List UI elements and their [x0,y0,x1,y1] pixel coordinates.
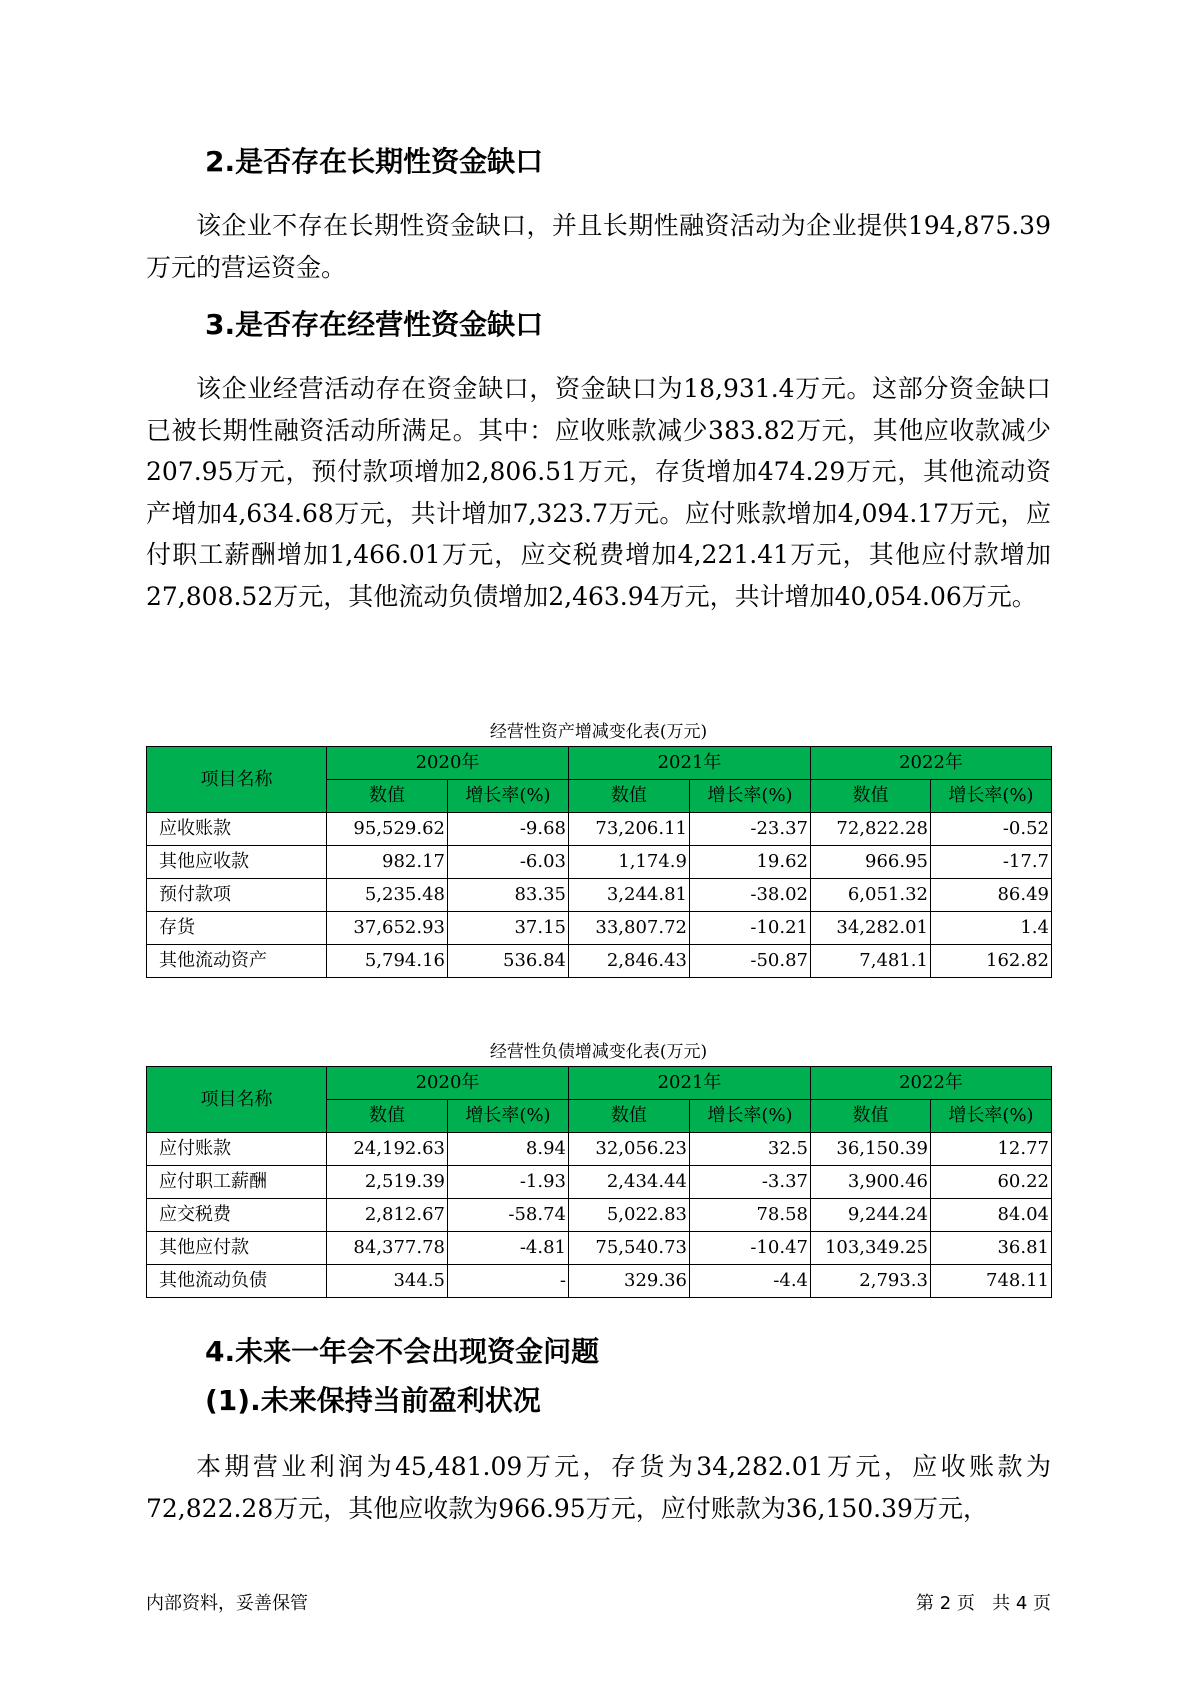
growth-rate-cell: -38.02 [690,879,811,912]
growth-rate-cell: 19.62 [690,846,811,879]
growth-rate-cell: 86.49 [931,879,1052,912]
column-header-value: 数值 [327,1100,448,1133]
value-cell: 95,529.62 [327,813,448,846]
column-header-year: 2020年 [327,1067,569,1100]
value-cell: 34,282.01 [811,912,931,945]
row-label: 预付款项 [147,879,327,912]
column-header-year: 2021年 [569,747,811,780]
table-caption-liabilities: 经营性负债增减变化表(万元) [489,1042,708,1062]
growth-rate-cell: -17.7 [931,846,1052,879]
value-cell: 2,793.3 [811,1265,931,1298]
growth-rate-cell: 60.22 [931,1166,1052,1199]
column-header-value: 数值 [811,1100,931,1133]
value-cell: 982.17 [327,846,448,879]
table-caption-assets: 经营性资产增减变化表(万元) [489,722,708,742]
value-cell: 36,150.39 [811,1133,931,1166]
paragraph-operating-gap [146,368,1051,617]
table-row [147,1166,1052,1199]
table-row [147,1133,1052,1166]
growth-rate-cell: -23.37 [690,813,811,846]
value-cell: 9,244.24 [811,1199,931,1232]
value-cell: 5,235.48 [327,879,448,912]
row-label: 存货 [147,912,327,945]
column-header-year: 2022年 [811,747,1052,780]
row-label: 其他流动负债 [147,1265,327,1298]
value-cell: 32,056.23 [569,1133,690,1166]
table-row [147,813,1052,846]
column-header-growth-rate: 增长率(%) [448,780,569,813]
value-cell: 37,652.93 [327,912,448,945]
column-header-growth-rate: 增长率(%) [931,1100,1052,1133]
paragraph-profit-status [146,1446,1051,1529]
value-cell: 5,794.16 [327,945,448,978]
growth-rate-cell: 12.77 [931,1133,1052,1166]
paragraph-long-term-gap [146,205,1051,288]
table-row [147,1232,1052,1265]
growth-rate-cell: 37.15 [448,912,569,945]
growth-rate-cell: -10.21 [690,912,811,945]
value-cell: 75,540.73 [569,1232,690,1265]
column-header-growth-rate: 增长率(%) [690,1100,811,1133]
growth-rate-cell: -9.68 [448,813,569,846]
growth-rate-cell: 748.11 [931,1265,1052,1298]
value-cell: 966.95 [811,846,931,879]
growth-rate-cell: 1.4 [931,912,1052,945]
column-header-year: 2021年 [569,1067,811,1100]
column-header-year: 2022年 [811,1067,1052,1100]
column-header-item-name: 项目名称 [147,747,327,813]
growth-rate-cell: 536.84 [448,945,569,978]
growth-rate-cell: 8.94 [448,1133,569,1166]
value-cell: 3,900.46 [811,1166,931,1199]
value-cell: 2,434.44 [569,1166,690,1199]
value-cell: 1,174.9 [569,846,690,879]
table-row [147,1199,1052,1232]
section-heading-2: 2.是否存在长期性资金缺口 [205,145,544,178]
value-cell: 7,481.1 [811,945,931,978]
row-label: 其他应付款 [147,1232,327,1265]
growth-rate-cell: 32.5 [690,1133,811,1166]
value-cell: 84,377.78 [327,1232,448,1265]
growth-rate-cell: -10.47 [690,1232,811,1265]
subsection-heading-4-1: (1).未来保持当前盈利状况 [205,1384,541,1417]
column-header-value: 数值 [569,1100,690,1133]
table-row [147,912,1052,945]
table-row [147,879,1052,912]
growth-rate-cell: 84.04 [931,1199,1052,1232]
growth-rate-cell: - [448,1265,569,1298]
column-header-growth-rate: 增长率(%) [690,780,811,813]
value-cell: 329.36 [569,1265,690,1298]
paragraph-text: 该企业不存在长期性资金缺口，并且长期性融资活动为企业提供194,875.39万元的营运资金。 [146,211,1051,282]
paragraph-text: 该企业经营活动存在资金缺口，资金缺口为18,931.4万元。这部分资金缺口已被长期性融资活动所满足。其中：应收账款减少383.82万元，其他应收款减少207.95万元，预付款项增加2,806.51万元，存货增加474.29万元，其他流动资产增加4,634.68万元，共计增加7,323.7万元。应付账款增加4,094.17万元，应付职工薪酬增加1,466.01万元，应交税费增加4,221.41万元，其他应付款增加27,808.52万元，其他流动负债增加2,463.94万元，共计增加40,054.06万元。 [146,374,1051,611]
paragraph-text: 本期营业利润为45,481.09万元，存货为34,282.01万元，应收账款为72,822.28万元，其他应收款为966.95万元，应付账款为36,150.39万元， [146,1452,1051,1523]
growth-rate-cell: 36.81 [931,1232,1052,1265]
liabilities-change-table [146,1066,1052,1298]
column-header-growth-rate: 增长率(%) [448,1100,569,1133]
growth-rate-cell: -58.74 [448,1199,569,1232]
row-label: 应交税费 [147,1199,327,1232]
value-cell: 24,192.63 [327,1133,448,1166]
section-heading-4: 4.未来一年会不会出现资金问题 [205,1335,600,1368]
page-number: 第 2 页 共 4 页 [916,1593,1051,1614]
growth-rate-cell: 83.35 [448,879,569,912]
table-row [147,846,1052,879]
value-cell: 72,822.28 [811,813,931,846]
value-cell: 344.5 [327,1265,448,1298]
value-cell: 3,244.81 [569,879,690,912]
growth-rate-cell: 162.82 [931,945,1052,978]
assets-change-table [146,746,1052,978]
column-header-value: 数值 [569,780,690,813]
column-header-year: 2020年 [327,747,569,780]
value-cell: 103,349.25 [811,1232,931,1265]
column-header-value: 数值 [327,780,448,813]
column-header-growth-rate: 增长率(%) [931,780,1052,813]
row-label: 应收账款 [147,813,327,846]
growth-rate-cell: -4.81 [448,1232,569,1265]
value-cell: 6,051.32 [811,879,931,912]
growth-rate-cell: -6.03 [448,846,569,879]
value-cell: 5,022.83 [569,1199,690,1232]
row-label: 其他流动资产 [147,945,327,978]
growth-rate-cell: -3.37 [690,1166,811,1199]
footer-note: 内部资料，妥善保管 [146,1593,308,1614]
growth-rate-cell: -1.93 [448,1166,569,1199]
table-row [147,1265,1052,1298]
growth-rate-cell: 78.58 [690,1199,811,1232]
growth-rate-cell: -4.4 [690,1265,811,1298]
value-cell: 73,206.11 [569,813,690,846]
row-label: 其他应收款 [147,846,327,879]
column-header-value: 数值 [811,780,931,813]
growth-rate-cell: -0.52 [931,813,1052,846]
section-heading-3: 3.是否存在经营性资金缺口 [205,308,544,341]
growth-rate-cell: -50.87 [690,945,811,978]
row-label: 应付账款 [147,1133,327,1166]
value-cell: 2,812.67 [327,1199,448,1232]
column-header-item-name: 项目名称 [147,1067,327,1133]
value-cell: 33,807.72 [569,912,690,945]
table-row [147,945,1052,978]
row-label: 应付职工薪酬 [147,1166,327,1199]
value-cell: 2,519.39 [327,1166,448,1199]
value-cell: 2,846.43 [569,945,690,978]
